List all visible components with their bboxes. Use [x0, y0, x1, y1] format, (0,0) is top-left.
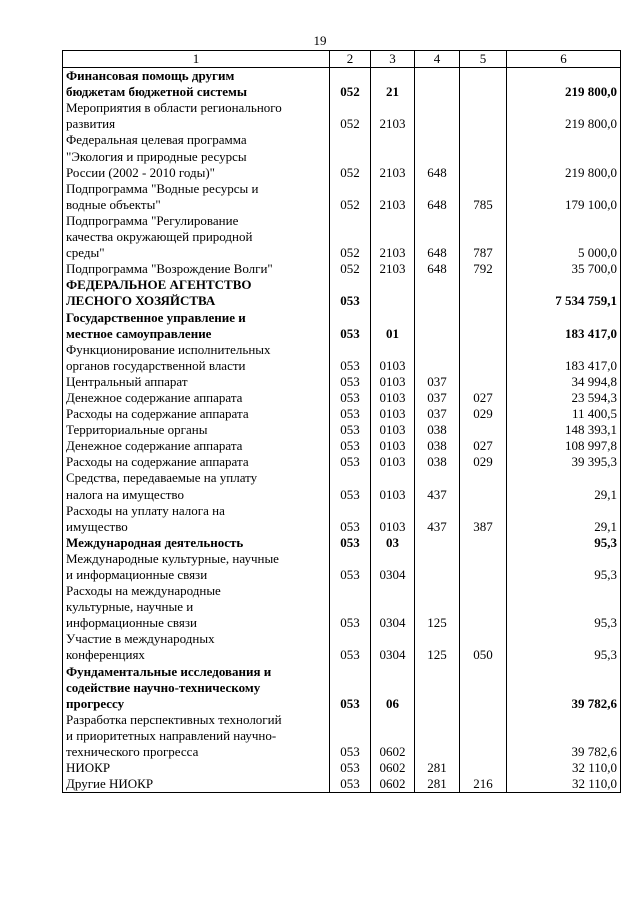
target-article-code: 648 — [415, 261, 460, 277]
table-row — [63, 776, 621, 793]
expense-type-code — [460, 712, 507, 760]
table-row — [63, 181, 621, 213]
ministry-code: 053 — [330, 535, 371, 551]
description-line: Подпрограмма "Возрождение Волги" — [66, 261, 273, 277]
expense-type-code: 027 — [460, 438, 507, 454]
description-line: Государственное управление и — [66, 309, 246, 325]
target-article-code: 648 — [415, 213, 460, 261]
expense-type-code — [460, 470, 507, 502]
amount: 179 100,0 — [507, 181, 621, 213]
target-article-code — [415, 277, 460, 309]
table-row — [63, 454, 621, 470]
description-line: бюджетам бюджетной системы — [66, 84, 248, 100]
amount: 219 800,0 — [507, 100, 621, 132]
description-line: Денежное содержание аппарата — [66, 389, 243, 405]
ministry-code: 053 — [330, 422, 371, 438]
ministry-code: 053 — [330, 664, 371, 712]
row-description — [63, 261, 330, 277]
ministry-code: 052 — [330, 181, 371, 213]
table-row — [63, 438, 621, 454]
table-row — [63, 390, 621, 406]
row-description — [63, 100, 330, 132]
amount: 183 417,0 — [507, 310, 621, 342]
ministry-code: 053 — [330, 712, 371, 760]
description-line: Международная деятельность — [66, 534, 244, 550]
section-code: 0304 — [371, 583, 415, 631]
section-code: 0103 — [371, 438, 415, 454]
description-line: среды" — [66, 245, 105, 261]
table-row — [63, 342, 621, 374]
expense-type-code: 792 — [460, 261, 507, 277]
row-description — [63, 470, 330, 502]
target-article-code — [415, 342, 460, 374]
row-description — [63, 68, 330, 101]
expense-type-code — [460, 132, 507, 180]
description-line: НИОКР — [66, 760, 111, 776]
row-description — [63, 132, 330, 180]
section-code: 2103 — [371, 261, 415, 277]
expense-type-code — [460, 310, 507, 342]
ministry-code: 053 — [330, 583, 371, 631]
amount: 23 594,3 — [507, 390, 621, 406]
description-line: Расходы на содержание аппарата — [66, 406, 249, 422]
description-line: содействие научно-техническому — [66, 679, 261, 695]
amount: 219 800,0 — [507, 68, 621, 101]
row-description — [63, 213, 330, 261]
ministry-code: 053 — [330, 390, 371, 406]
expense-type-code — [460, 277, 507, 309]
description-line: Подпрограмма "Водные ресурсы и — [66, 180, 259, 196]
target-article-code: 037 — [415, 390, 460, 406]
description-line: ФЕДЕРАЛЬНОЕ АГЕНТСТВО — [66, 277, 252, 293]
target-article-code: 281 — [415, 760, 460, 776]
page-number: 19 — [313, 33, 327, 48]
ministry-code: 053 — [330, 551, 371, 583]
ministry-code: 052 — [330, 68, 371, 101]
amount: 35 700,0 — [507, 261, 621, 277]
target-article-code: 125 — [415, 583, 460, 631]
target-article-code: 038 — [415, 422, 460, 438]
description-line: культурные, научные и — [66, 599, 194, 615]
ministry-code: 052 — [330, 132, 371, 180]
amount: 32 110,0 — [507, 760, 621, 776]
section-code: 0602 — [371, 712, 415, 760]
row-description — [63, 583, 330, 631]
description-line: развития — [66, 116, 116, 132]
table-row — [63, 261, 621, 277]
description-line: качества окружающей природной — [66, 229, 253, 245]
target-article-code: 125 — [415, 631, 460, 663]
section-code: 0103 — [371, 374, 415, 390]
column-header: 1 — [63, 51, 330, 68]
description-line: и приоритетных направлений научно- — [66, 727, 277, 743]
section-code: 2103 — [371, 132, 415, 180]
row-description — [63, 776, 330, 793]
table-row — [63, 406, 621, 422]
amount: 39 782,6 — [507, 664, 621, 712]
ministry-code: 053 — [330, 631, 371, 663]
description-line: Участие в международных — [66, 631, 215, 647]
target-article-code: 037 — [415, 406, 460, 422]
section-code: 01 — [371, 310, 415, 342]
description-line: прогрессу — [66, 695, 125, 711]
description-line: ЛЕСНОГО ХОЗЯЙСТВА — [66, 293, 216, 309]
table-row — [63, 470, 621, 502]
row-description — [63, 454, 330, 470]
ministry-code: 053 — [330, 277, 371, 309]
description-line: Мероприятия в области регионального — [66, 100, 282, 116]
description-line: "Экология и природные ресурсы — [66, 148, 247, 164]
row-description — [63, 277, 330, 309]
table-row — [63, 100, 621, 132]
section-code: 0103 — [371, 342, 415, 374]
expense-type-code: 050 — [460, 631, 507, 663]
target-article-code: 037 — [415, 374, 460, 390]
target-article-code: 281 — [415, 776, 460, 793]
target-article-code — [415, 712, 460, 760]
expense-type-code: 787 — [460, 213, 507, 261]
row-description — [63, 406, 330, 422]
section-code: 0602 — [371, 760, 415, 776]
description-line: налога на имущество — [66, 486, 184, 502]
amount: 7 534 759,1 — [507, 277, 621, 309]
table-row — [63, 422, 621, 438]
section-code: 0103 — [371, 470, 415, 502]
row-description — [63, 374, 330, 390]
table-row — [63, 664, 621, 712]
table-row — [63, 132, 621, 180]
description-line: России (2002 - 2010 годы)" — [66, 164, 215, 180]
section-code: 0103 — [371, 503, 415, 535]
amount: 95,3 — [507, 535, 621, 551]
expense-type-code — [460, 760, 507, 776]
expense-type-code — [460, 100, 507, 132]
amount: 148 393,1 — [507, 422, 621, 438]
amount: 183 417,0 — [507, 342, 621, 374]
ministry-code: 052 — [330, 100, 371, 132]
amount: 34 994,8 — [507, 374, 621, 390]
expense-type-code — [460, 535, 507, 551]
description-line: информационные связи — [66, 615, 197, 631]
table-row — [63, 551, 621, 583]
target-article-code: 648 — [415, 181, 460, 213]
description-line: Расходы на уплату налога на — [66, 502, 225, 518]
ministry-code: 053 — [330, 374, 371, 390]
expense-type-code — [460, 551, 507, 583]
target-article-code — [415, 664, 460, 712]
expense-type-code — [460, 664, 507, 712]
description-line: Международные культурные, научные — [66, 550, 279, 566]
amount: 95,3 — [507, 583, 621, 631]
row-description — [63, 438, 330, 454]
expense-type-code: 216 — [460, 776, 507, 793]
target-article-code: 038 — [415, 438, 460, 454]
row-description — [63, 535, 330, 551]
budget-table — [62, 50, 621, 793]
column-header: 4 — [415, 51, 460, 68]
description-line: Денежное содержание аппарата — [66, 438, 243, 454]
description-line: Федеральная целевая программа — [66, 132, 247, 148]
row-description — [63, 503, 330, 535]
target-article-code: 648 — [415, 132, 460, 180]
description-line: и информационные связи — [66, 567, 208, 582]
ministry-code: 053 — [330, 760, 371, 776]
table-row — [63, 310, 621, 342]
amount: 39 782,6 — [507, 712, 621, 760]
expense-type-code — [460, 422, 507, 438]
description-line: Центральный аппарат — [66, 373, 188, 389]
target-article-code — [415, 68, 460, 101]
amount: 95,3 — [507, 551, 621, 583]
row-description — [63, 390, 330, 406]
row-description — [63, 422, 330, 438]
target-article-code: 437 — [415, 503, 460, 535]
row-description — [63, 551, 330, 583]
table-body — [63, 68, 621, 793]
column-header: 6 — [507, 51, 621, 68]
amount: 29,1 — [507, 470, 621, 502]
table-row — [63, 631, 621, 663]
description-line: Расходы на международные — [66, 583, 221, 599]
table-row — [63, 760, 621, 776]
table-row — [63, 503, 621, 535]
description-line: Территориальные органы — [66, 422, 208, 438]
amount: 219 800,0 — [507, 132, 621, 180]
table-row — [63, 277, 621, 309]
section-code — [371, 277, 415, 309]
row-description — [63, 310, 330, 342]
table-row — [63, 374, 621, 390]
table-row — [63, 213, 621, 261]
expense-type-code: 387 — [460, 503, 507, 535]
amount: 29,1 — [507, 503, 621, 535]
description-line: Функционирование исполнительных — [66, 341, 271, 357]
table-row — [63, 583, 621, 631]
ministry-code: 053 — [330, 310, 371, 342]
table-row — [63, 712, 621, 760]
section-code: 0103 — [371, 454, 415, 470]
section-code: 21 — [371, 68, 415, 101]
section-code: 03 — [371, 535, 415, 551]
ministry-code: 053 — [330, 470, 371, 502]
target-article-code — [415, 310, 460, 342]
amount: 95,3 — [507, 631, 621, 663]
ministry-code: 052 — [330, 261, 371, 277]
expense-type-code: 027 — [460, 390, 507, 406]
column-header: 2 — [330, 51, 371, 68]
amount: 32 110,0 — [507, 776, 621, 793]
column-header: 5 — [460, 51, 507, 68]
target-article-code — [415, 535, 460, 551]
description-line: Финансовая помощь другим — [66, 68, 235, 84]
expense-type-code: 029 — [460, 406, 507, 422]
description-line: местное самоуправление — [66, 325, 212, 341]
amount: 5 000,0 — [507, 213, 621, 261]
description-line: Подпрограмма "Регулирование — [66, 212, 239, 228]
expense-type-code — [460, 583, 507, 631]
target-article-code: 038 — [415, 454, 460, 470]
ministry-code: 053 — [330, 503, 371, 535]
row-description — [63, 712, 330, 760]
section-code: 0602 — [371, 776, 415, 793]
target-article-code — [415, 100, 460, 132]
expense-type-code — [460, 68, 507, 101]
description-line: Фундаментальные исследования и — [66, 663, 272, 679]
description-line: Другие НИОКР — [66, 776, 154, 792]
section-code: 0304 — [371, 551, 415, 583]
row-description — [63, 631, 330, 663]
table-row — [63, 68, 621, 101]
ministry-code: 053 — [330, 406, 371, 422]
expense-type-code — [460, 342, 507, 374]
row-description — [63, 664, 330, 712]
expense-type-code — [460, 374, 507, 390]
section-code: 0304 — [371, 631, 415, 663]
amount: 11 400,5 — [507, 406, 621, 422]
description-line: Разработка перспективных технологий — [66, 711, 282, 727]
ministry-code: 052 — [330, 213, 371, 261]
column-header: 3 — [371, 51, 415, 68]
expense-type-code: 029 — [460, 454, 507, 470]
header-row — [63, 51, 621, 68]
section-code: 0103 — [371, 422, 415, 438]
ministry-code: 053 — [330, 776, 371, 793]
ministry-code: 053 — [330, 342, 371, 374]
target-article-code — [415, 551, 460, 583]
section-code: 2103 — [371, 181, 415, 213]
section-code: 06 — [371, 664, 415, 712]
amount: 108 997,8 — [507, 438, 621, 454]
section-code: 2103 — [371, 213, 415, 261]
amount: 39 395,3 — [507, 454, 621, 470]
expense-type-code: 785 — [460, 181, 507, 213]
section-code: 0103 — [371, 390, 415, 406]
description-line: конференциях — [66, 647, 145, 663]
table-row — [63, 535, 621, 551]
section-code: 0103 — [371, 406, 415, 422]
ministry-code: 053 — [330, 454, 371, 470]
description-line: имущество — [66, 518, 128, 534]
description-line: технического прогресса — [66, 744, 199, 760]
ministry-code: 053 — [330, 438, 371, 454]
row-description — [63, 181, 330, 213]
section-code: 2103 — [371, 100, 415, 132]
description-line: Расходы на содержание аппарата — [66, 454, 249, 470]
description-line: органов государственной власти — [66, 357, 246, 373]
description-line: водные объекты" — [66, 196, 161, 212]
description-line: Средства, передаваемые на уплату — [66, 470, 258, 486]
target-article-code: 437 — [415, 470, 460, 502]
row-description — [63, 760, 330, 776]
row-description — [63, 342, 330, 374]
